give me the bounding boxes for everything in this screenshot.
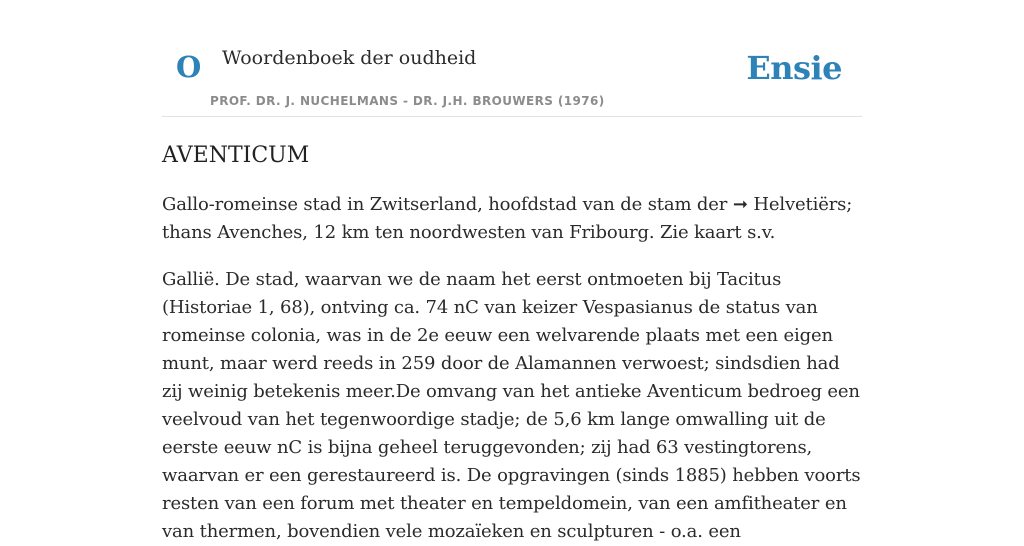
arrow-right-icon: ➞	[732, 194, 748, 215]
ensie-logo-link[interactable]: Ensie	[746, 49, 842, 87]
book-authors: PROF. DR. J. NUCHELMANS - DR. J.H. BROUWERS (1976)	[210, 94, 605, 108]
page-content	[162, 0, 862, 546]
dictionary-header	[162, 0, 862, 117]
entry-paragraph-2: Gallië. De stad, waarvan we de naam het eerst ontmoeten bij Tacitus (Historiae 1, 68), ontving ca. 74 nC van keizer Vespasianus de status van romeinse colonia, was in de 2e eeuw een welvarende plaats met een eigen munt, maar werd reeds in 259 door de Alamannen verwoest; sindsdien had zij weinig betekenis meer.De omvang van het antieke Aventicum bedroeg een veelvoud van het tegenwoordige stadje; de 5,6 km lange omwalling uit de eerste eeuw nC is bijna geheel teruggevonden; zij had 63 vestingtorens, waarvan er een gerestaureerd is. De opgravingen (sinds 1885) hebben voorts resten van een forum met theater en tempeldomein, van een amfitheater en van thermen, bovendien vele mozaïeken en sculpturen - o.a. een	[162, 269, 861, 542]
cross-reference-link[interactable]	[733, 194, 846, 215]
entry-text: Gallo-romeinse stad in Zwitserland, hoofdstad van de stam der	[162, 194, 733, 215]
book-title-link[interactable]: Woordenboek der oudheid	[222, 47, 477, 69]
book-logo-icon[interactable]: O	[176, 50, 202, 84]
entry-title: AVENTICUM	[162, 143, 310, 168]
entry-paragraph-1	[162, 191, 862, 247]
entry-text: ; thans Avenches, 12 km ten noordwesten van Fribourg. Zie kaart s.v.	[162, 194, 853, 243]
cross-reference-label: Helvetiërs	[747, 194, 847, 215]
